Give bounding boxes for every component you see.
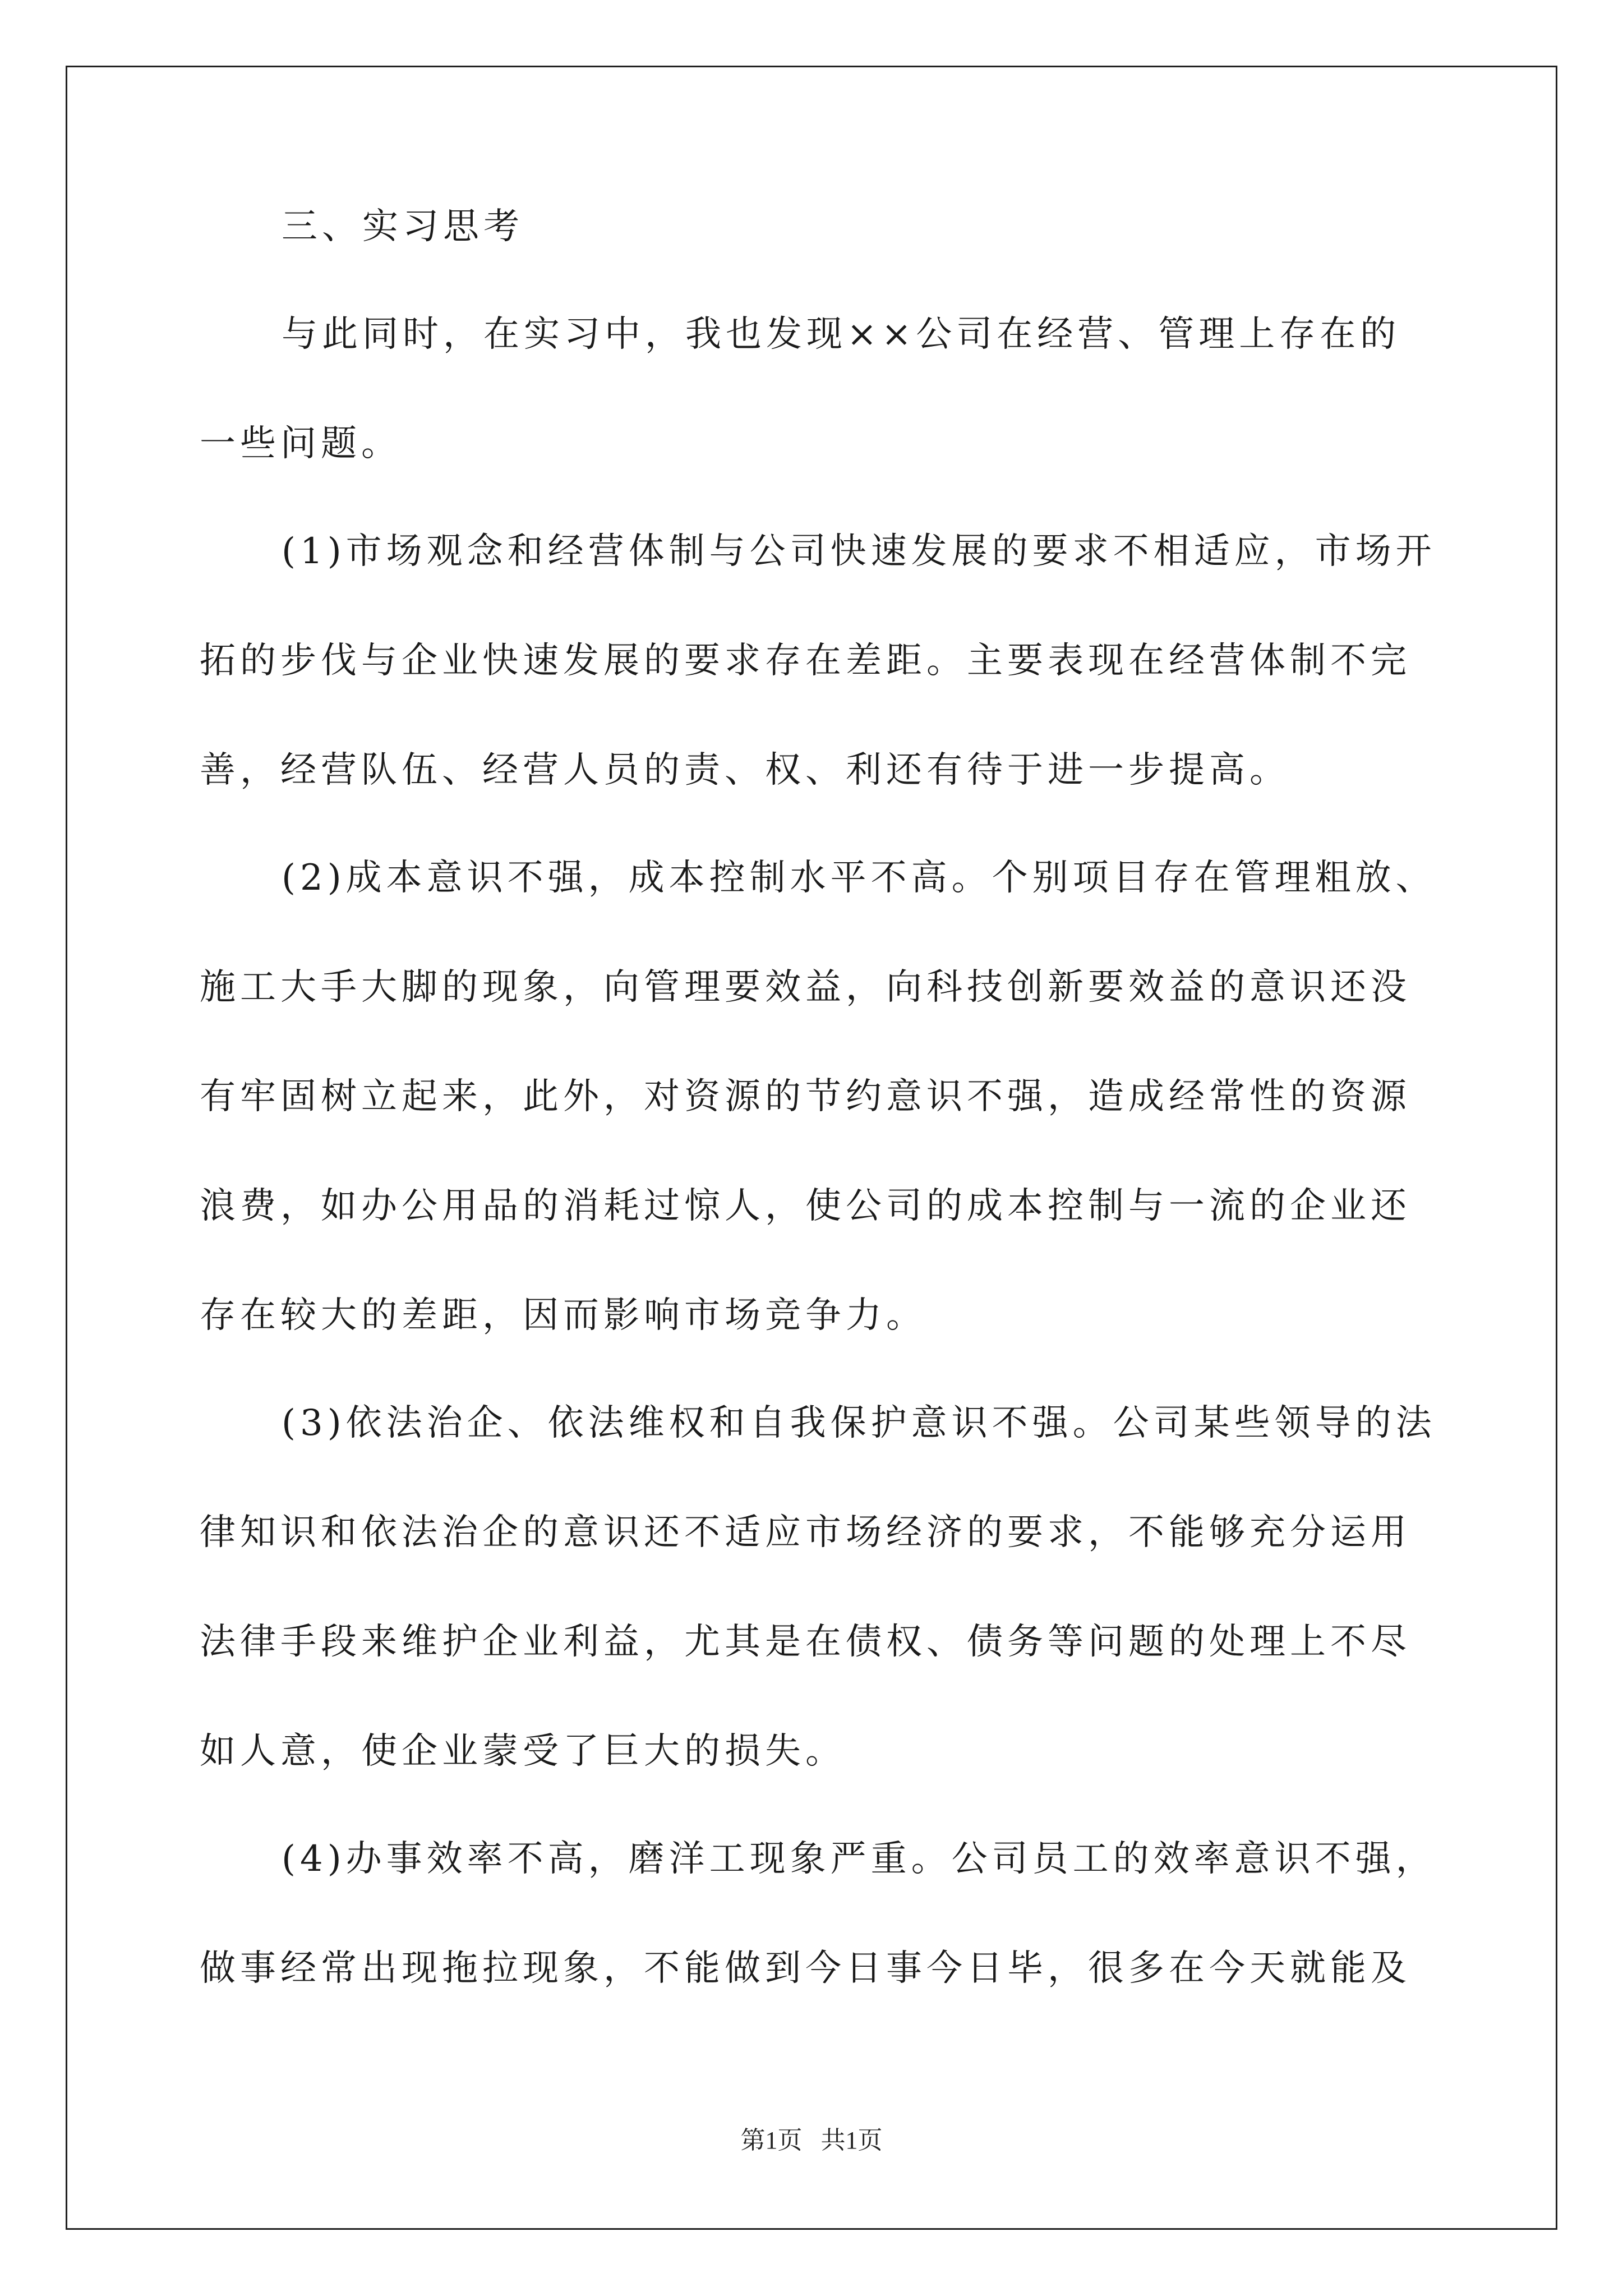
paragraph-line: 施工大手大脚的现象，向管理要效益，向科技创新要效益的意识还没 [200, 967, 1411, 1008]
paragraph-line: 善，经营队伍、经营人员的责、权、利还有待于进一步提高。 [200, 749, 1290, 791]
paragraph-line: 浪费，如办公用品的消耗过惊人，使公司的成本控制与一流的企业还 [200, 1185, 1411, 1227]
paragraph-line: (4)办事效率不高，磨洋工现象严重。公司员工的效率意识不强， [282, 1838, 1436, 1880]
paragraph-line: (1)市场观念和经营体制与公司快速发展的要求不相适应，市场开 [282, 531, 1436, 572]
paragraph-line: 一些问题。 [200, 423, 402, 464]
section-heading: 三、实习思考 [282, 206, 524, 247]
paragraph-line: 有牢固树立起来，此外，对资源的节约意识不强，造成经常性的资源 [200, 1076, 1411, 1117]
paragraph-line: 法律手段来维护企业利益，尤其是在债权、债务等问题的处理上不尽 [200, 1621, 1411, 1663]
page-number-footer: 第1页 共1页 [740, 2127, 883, 2154]
paragraph-line: 如人意，使企业蒙受了巨大的损失。 [200, 1731, 846, 1772]
paragraph-line: 律知识和依法治企的意识还不适应市场经济的要求，不能够充分运用 [200, 1512, 1411, 1553]
paragraph-line: (3)依法治企、依法维权和自我保护意识不强。公司某些领导的法 [282, 1402, 1436, 1444]
paragraph-line: 拓的步伐与企业快速发展的要求存在差距。主要表现在经营体制不完 [200, 640, 1411, 682]
paragraph-line: 与此同时，在实习中，我也发现××公司在经营、管理上存在的 [282, 314, 1401, 355]
document-body [200, 206, 1436, 1989]
paragraph-line: 做事经常出现拖拉现象，不能做到今日事今日毕，很多在今天就能及 [200, 1948, 1411, 1989]
paragraph-line: (2)成本意识不强，成本控制水平不高。个别项目存在管理粗放、 [282, 857, 1436, 899]
paragraph-line: 存在较大的差距，因而影响市场竞争力。 [200, 1295, 926, 1336]
